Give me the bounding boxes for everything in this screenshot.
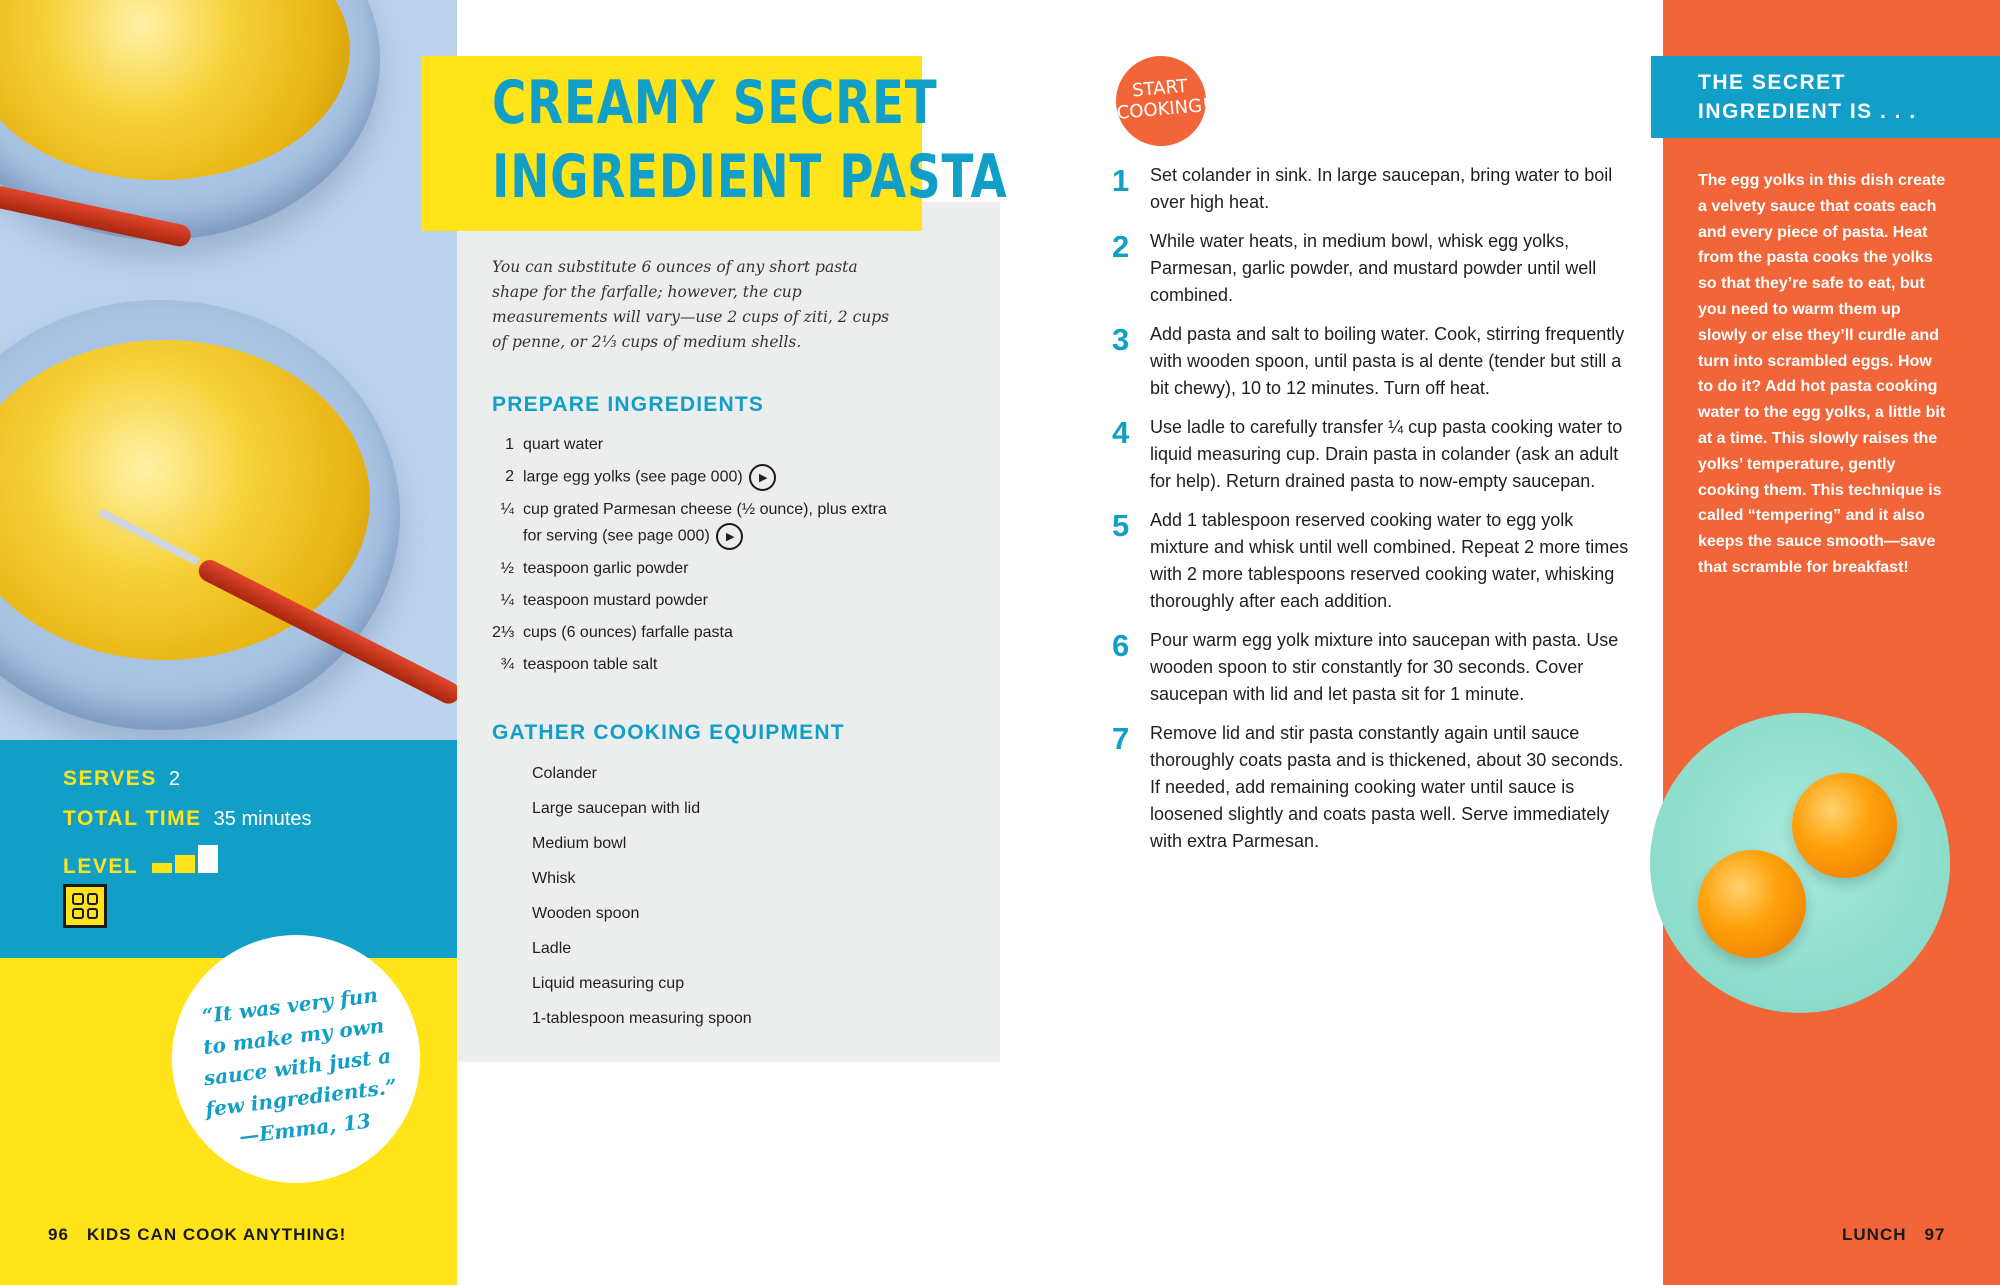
ingredient-label: large egg yolks (see page 000) (523, 468, 743, 486)
ingredient-qty: ¼ (500, 592, 514, 609)
ingredient-label: teaspoon mustard powder (523, 592, 708, 609)
equipment-item: Wooden spoon (532, 905, 640, 922)
ingredient-qty: 1 (505, 436, 514, 453)
ingredient-qty: ¾ (500, 656, 514, 673)
equipment-item: Colander (532, 765, 597, 782)
step-number: 6 (1112, 628, 1130, 663)
equipment-item: Medium bowl (532, 835, 627, 852)
secret-title: THE SECRET INGREDIENT IS . . . (1698, 71, 1917, 123)
ingredient-item (492, 464, 902, 491)
serves-row (63, 767, 180, 791)
yolk-plate-photo (1650, 713, 1950, 1013)
book-title: KIDS CAN COOK ANYTHING! (86, 1225, 347, 1244)
ingredient-text (523, 620, 902, 646)
page-number-left: 96 (48, 1225, 69, 1244)
step-text: Use ladle to carefully transfer ¼ cup pasta cooking water to liquid measuring cup. Drain pasta in colander (ask an adult for help). Return drained pasta to now-empty saucepan. (1150, 417, 1623, 491)
egg-yolk (1698, 850, 1806, 958)
ingredient-label: cup grated Parmesan cheese (½ ounce), plus extra for serving (see page 000) (523, 501, 887, 545)
step-text: Add pasta and salt to boiling water. Cook, stirring frequently with wooden spoon, until pasta is al dente (tender but still a bit chewy), 10 to 12 minutes. Turn off heat. (1150, 324, 1625, 398)
recipe-title-line-1: CREAMY SECRET (492, 68, 938, 138)
equipment-item: Large saucepan with lid (532, 800, 701, 817)
play-video-icon[interactable]: ▶ (749, 464, 776, 491)
page-number-right: 97 (1924, 1225, 1946, 1244)
ingredient-text (523, 556, 902, 582)
ingredient-item (492, 588, 902, 614)
equipment-list (532, 762, 752, 1042)
ingredient-text (523, 497, 902, 550)
level-bar (175, 855, 195, 873)
step-text: Remove lid and stir pasta constantly again until sauce thoroughly coats pasta and is thickened, about 30 seconds. If needed, add remaining cooking water until sauce is loosened slightly and coats pasta well. Serve immediately with extra Parmesan. (1150, 723, 1624, 851)
step-item (1112, 720, 1632, 855)
step-text: Pour warm egg yolk mixture into saucepan with pasta. Use wooden spoon to stir constantly for 30 seconds. Cover saucepan with lid and let pasta sit for 1 minute. (1150, 630, 1619, 704)
ingredient-text (523, 588, 902, 614)
level-label: LEVEL (63, 855, 139, 878)
serves-value: 2 (168, 768, 180, 790)
step-item (1112, 321, 1632, 402)
kid-quote: “It was very fun to make my own sauce with just a few ingredients.” —Emma, 13 (200, 982, 399, 1149)
ingredient-label: quart water (523, 436, 604, 453)
ingredient-qty: ¼ (500, 501, 514, 518)
footer-right (1842, 1225, 1945, 1245)
ingredient-item (492, 652, 902, 678)
badge-line-2: COOKING! (1115, 94, 1211, 124)
ingredient-qty: 2 (505, 468, 514, 485)
ingredient-list (492, 432, 902, 684)
equipment-item: Liquid measuring cup (532, 975, 685, 992)
level-indicator (152, 845, 218, 873)
step-text: Add 1 tablespoon reserved cooking water to egg yolk mixture and whisk until well combined. Repeat 2 more times with 2 more tablespoons reserved cooking water, whisking thoroughly after each addition. (1150, 510, 1629, 611)
step-item (1112, 507, 1632, 615)
step-number: 5 (1112, 508, 1130, 543)
pasta-photo (0, 0, 457, 740)
ingredient-item (492, 497, 902, 550)
ingredient-qty: ½ (500, 560, 514, 577)
total-time-value: 35 minutes (213, 808, 312, 830)
footer-left (48, 1225, 346, 1245)
section-name: LUNCH (1842, 1225, 1907, 1244)
step-text: While water heats, in medium bowl, whisk egg yolks, Parmesan, garlic powder, and mustard powder until well combined. (1150, 231, 1597, 305)
ingredient-label: teaspoon garlic powder (523, 560, 689, 577)
step-number: 4 (1112, 415, 1130, 450)
ingredient-qty: 2⅓ (492, 624, 515, 641)
step-number: 3 (1112, 322, 1130, 357)
step-number: 2 (1112, 229, 1130, 264)
total-time-label: TOTAL TIME (63, 807, 202, 830)
equipment-heading: GATHER COOKING EQUIPMENT (492, 721, 845, 744)
step-number: 1 (1112, 163, 1130, 198)
recipe-title-line-2: INGREDIENT PASTA (492, 142, 1008, 212)
level-bar (152, 863, 172, 873)
ingredient-item (492, 556, 902, 582)
step-item (1112, 627, 1632, 708)
prepare-ingredients-heading: PREPARE INGREDIENTS (492, 393, 765, 416)
ingredient-label: teaspoon table salt (523, 656, 658, 673)
start-cooking-badge (1112, 52, 1210, 150)
step-item (1112, 228, 1632, 309)
level-bar (198, 845, 218, 873)
recipe-title (492, 66, 1008, 214)
play-video-icon[interactable]: ▶ (716, 523, 743, 550)
serves-label: SERVES (63, 767, 157, 790)
ingredient-text (523, 652, 902, 678)
level-row (63, 845, 218, 879)
ingredient-item (492, 620, 902, 646)
substitution-note: You can substitute 6 ounces of any short pasta shape for the farfalle; however, the cup measurements will vary—use 2 cups of ziti, 2 cups of penne, or 2⅓ cups of medium shells. (492, 258, 890, 351)
step-number: 7 (1112, 721, 1130, 756)
badge-line-1: START (1131, 75, 1189, 102)
egg-yolk (1792, 773, 1897, 878)
secret-body: The egg yolks in this dish create a velvety sauce that coats each and every piece of pasta. Heat from the pasta cooks the yolks so that they’re safe to eat, but you need to warm them up slowly or else they’ll curdle and turn into scrambled eggs. How to do it? Add hot pasta cooking water to the egg yolks, a little bit at a time. This slowly raises the yolks’ temperature, gently cooking them. This technique is called “tempering” and it also keeps the sauce smooth—save that scramble for breakfast! (1698, 172, 1946, 576)
equipment-item: 1-tablespoon measuring spoon (532, 1010, 752, 1027)
ingredient-item (492, 432, 902, 458)
equipment-item: Whisk (532, 870, 576, 887)
ingredient-label: cups (6 ounces) farfalle pasta (523, 624, 733, 641)
total-time-row (63, 807, 312, 831)
ingredient-text (523, 464, 902, 491)
step-item (1112, 162, 1632, 216)
cooking-steps (1112, 162, 1632, 867)
step-item (1112, 414, 1632, 495)
stove-icon (63, 884, 107, 928)
ingredient-text (523, 432, 902, 458)
pasta-bowl (0, 300, 400, 730)
step-text: Set colander in sink. In large saucepan, bring water to boil over high heat. (1150, 165, 1613, 212)
equipment-item: Ladle (532, 940, 572, 957)
